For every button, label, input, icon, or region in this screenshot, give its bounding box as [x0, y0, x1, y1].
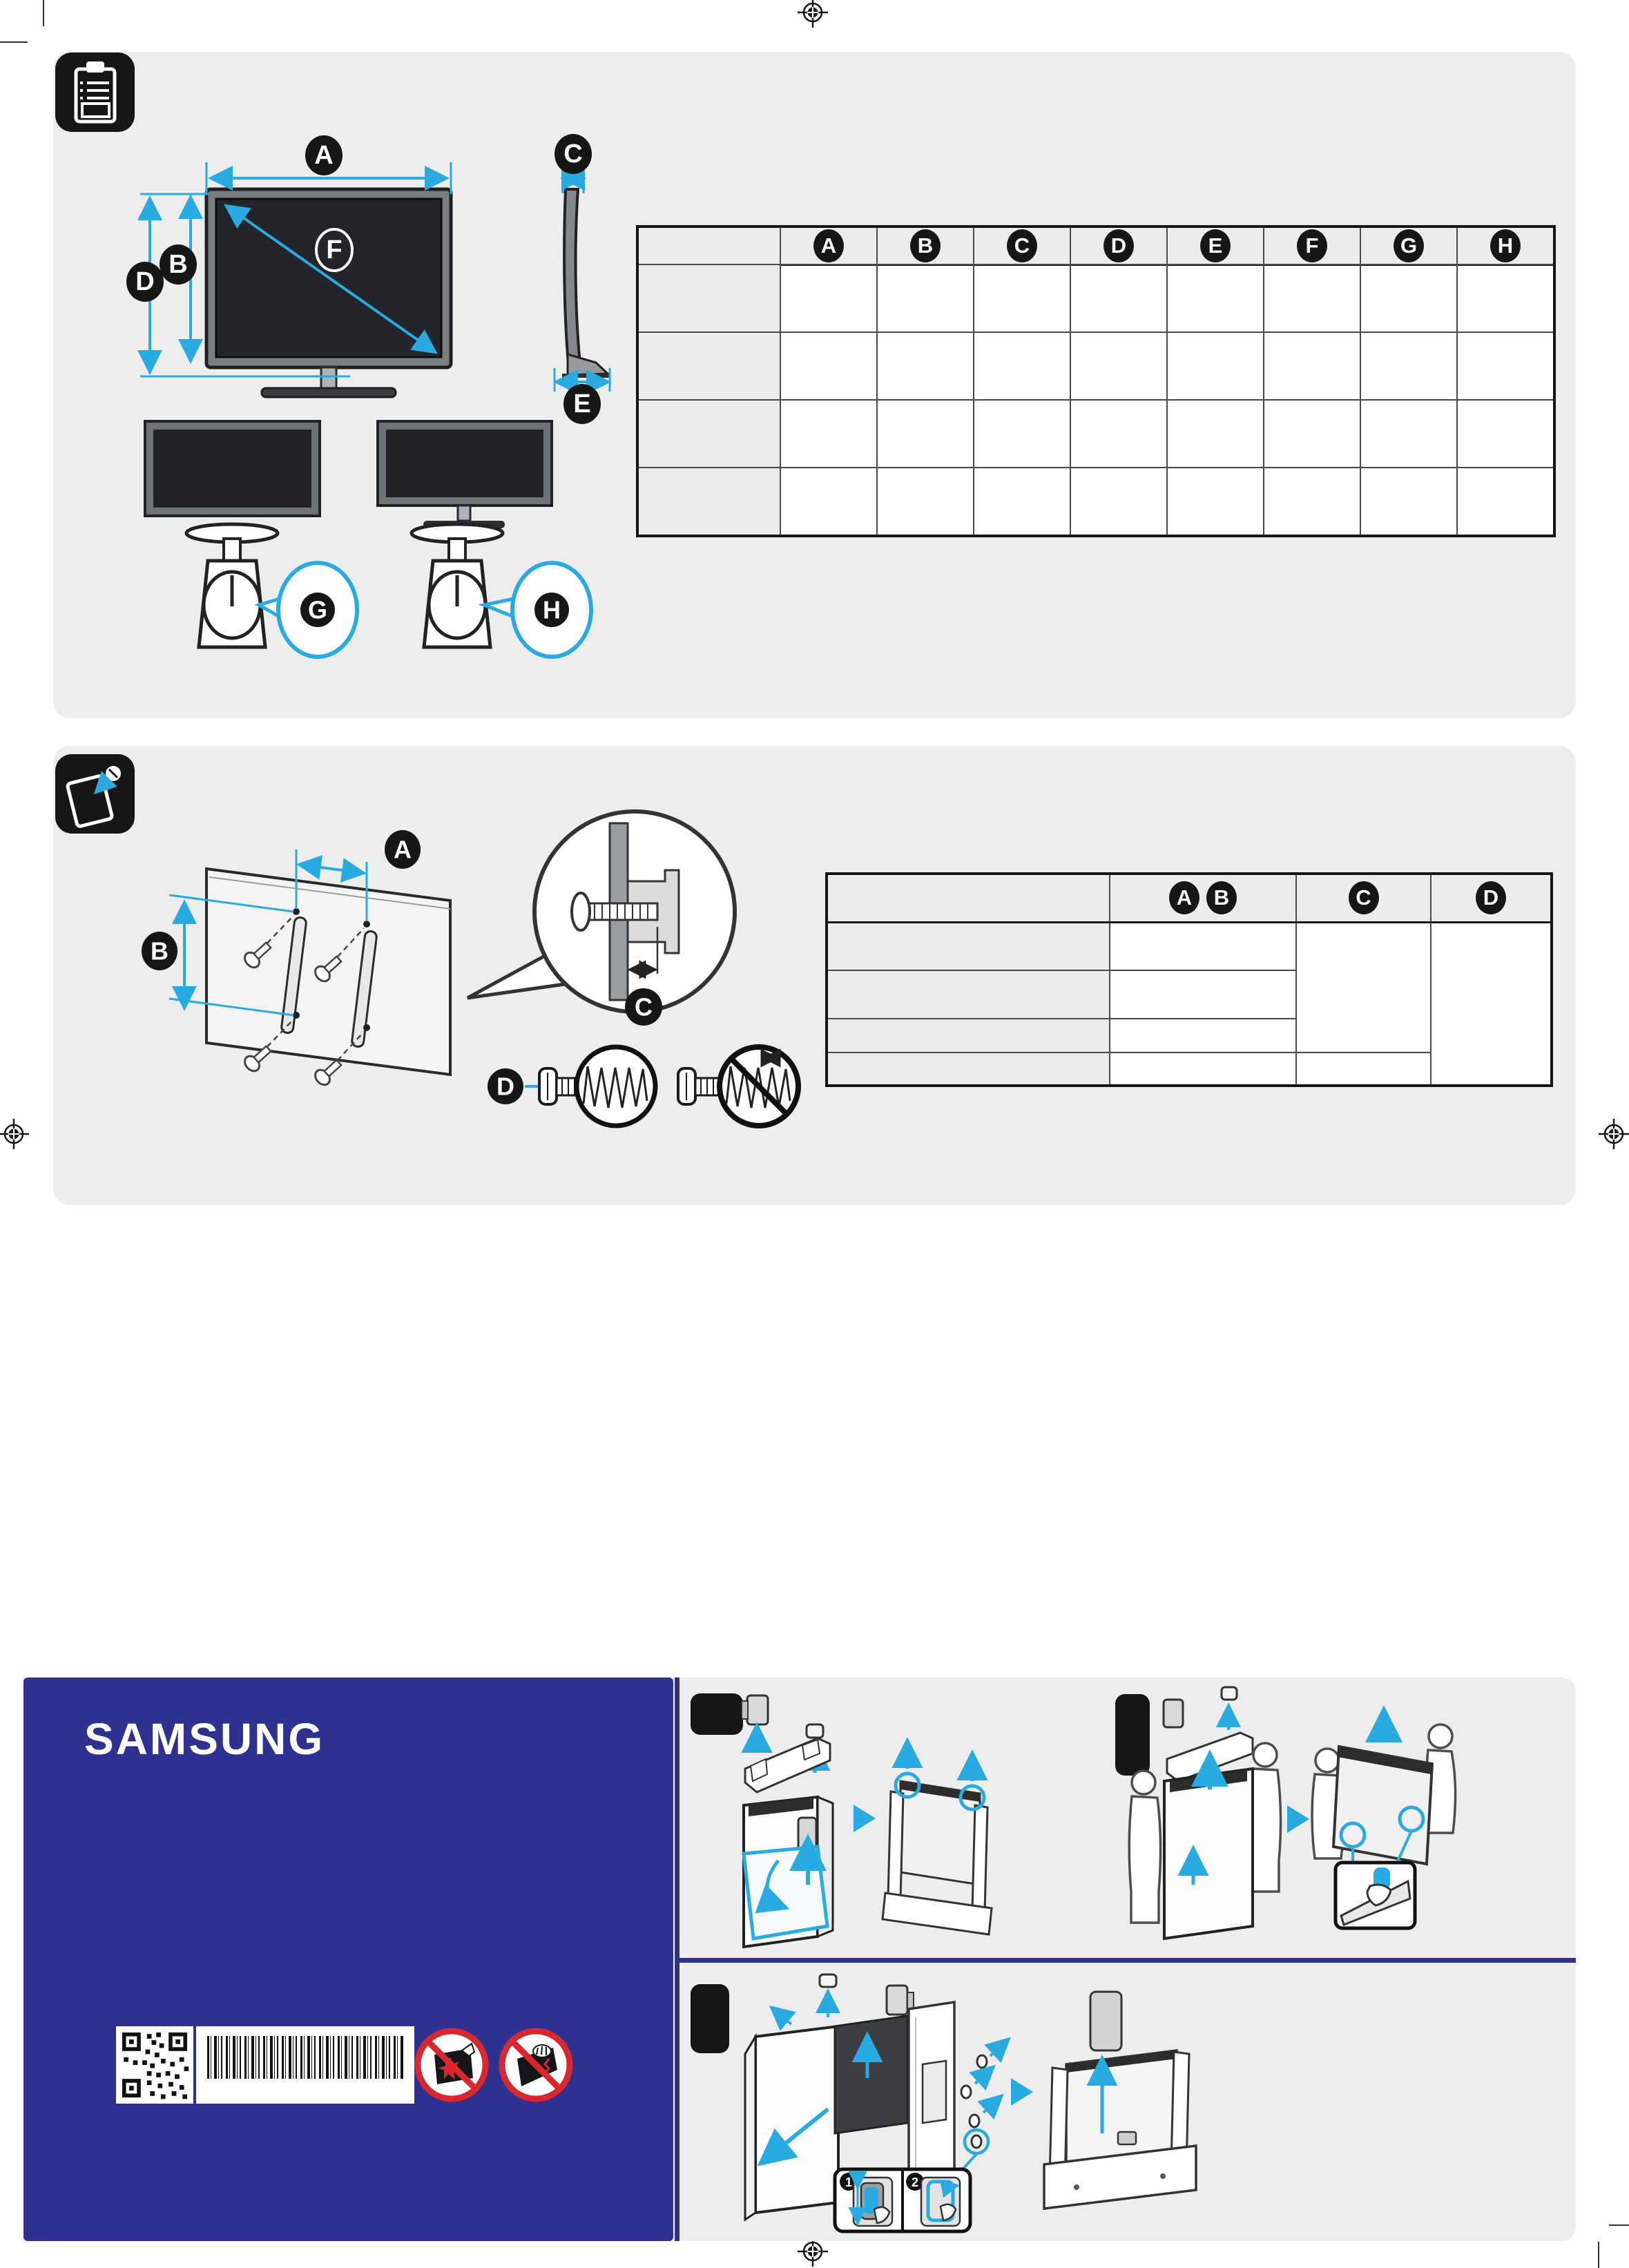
tv-standing-result — [1044, 1992, 1196, 2209]
trim-mark — [1609, 2224, 1629, 2226]
value-cell-merged — [1296, 922, 1431, 1053]
registration-mark — [0, 1119, 29, 1149]
column-header-ab — [1110, 874, 1296, 922]
label-f: F — [326, 236, 343, 265]
box-sleeve — [745, 2026, 838, 2220]
table-corner-cell — [827, 874, 1110, 922]
trim-mark — [43, 0, 44, 26]
registration-mark — [798, 0, 828, 28]
column-header-h — [1456, 228, 1553, 264]
value-cell — [1263, 331, 1360, 399]
samsung-logo: SAMSUNG — [84, 1714, 325, 1764]
people-carrying-tv — [1312, 1713, 1456, 1864]
value-cell — [1070, 467, 1166, 535]
wallmount-table — [825, 872, 1553, 1087]
next-arrow — [1287, 1805, 1309, 1833]
value-cell — [780, 331, 876, 399]
table-row — [639, 264, 1553, 331]
column-badge: B — [1206, 881, 1237, 914]
registration-mark — [1599, 1119, 1629, 1149]
correct-screw — [539, 1047, 655, 1126]
column-header-a — [780, 228, 876, 264]
label-a: A — [394, 835, 412, 864]
value-cell — [1456, 264, 1553, 331]
label-b: B — [168, 250, 188, 279]
people-lifting-box — [1129, 1743, 1280, 1939]
table-row — [827, 922, 1552, 970]
latch-inset — [835, 2169, 970, 2231]
value-cell — [973, 331, 1070, 399]
dim-screen-height — [160, 198, 197, 360]
value-cell — [1360, 399, 1456, 467]
row-label-cell — [827, 1053, 1110, 1086]
column-header-g — [1360, 228, 1456, 264]
column-badge: C — [1007, 229, 1037, 262]
step3-illustration — [745, 1974, 1196, 2231]
value-cell — [1263, 467, 1360, 535]
column-badge: G — [1394, 229, 1424, 262]
value-cell — [973, 399, 1070, 467]
value-cell — [1070, 399, 1166, 467]
value-cell — [1110, 970, 1296, 1019]
no-impact-icon — [414, 2027, 490, 2103]
value-cell — [973, 467, 1070, 535]
column-badge: A — [813, 229, 844, 262]
grip-inset — [1336, 1863, 1415, 1928]
table-row — [639, 467, 1553, 535]
screws-out — [961, 2041, 1007, 2169]
column-badge: F — [1297, 229, 1327, 262]
column-header-b — [876, 228, 973, 264]
value-cell — [973, 264, 1070, 331]
column-badge: A — [1169, 881, 1199, 914]
table-row — [639, 331, 1553, 399]
label-c: C — [635, 992, 653, 1021]
column-badge: C — [1349, 881, 1379, 914]
trim-mark — [1598, 2242, 1599, 2268]
step1-illustration — [742, 1695, 992, 1947]
value-cell — [1296, 1053, 1431, 1086]
value-cell — [876, 331, 973, 399]
assembly-illustrations — [679, 1678, 1576, 2236]
trim-mark — [0, 41, 28, 43]
value-cell — [1360, 331, 1456, 399]
qr-code — [116, 2026, 193, 2104]
value-cell — [1070, 264, 1166, 331]
value-cell — [1263, 399, 1360, 467]
weight-without-stand — [145, 421, 357, 657]
label-d: D — [497, 1072, 514, 1101]
label-c: C — [563, 140, 583, 169]
next-arrow — [1011, 2078, 1033, 2106]
next-arrow — [854, 1805, 876, 1832]
open-box — [744, 1797, 833, 1947]
value-cell — [1166, 331, 1263, 399]
value-cell — [1166, 399, 1263, 467]
dim-depth — [555, 134, 592, 193]
value-cell — [876, 399, 973, 467]
table-corner-cell — [639, 228, 780, 264]
label-b: B — [151, 936, 168, 965]
screw-depth-callout — [468, 811, 735, 1026]
column-header-c — [1296, 874, 1431, 922]
brand-panel — [23, 1678, 673, 2241]
value-cell — [1166, 264, 1263, 331]
barcode — [196, 2026, 414, 2104]
value-cell — [1456, 399, 1553, 467]
assembly-instructions — [675, 1678, 1576, 2241]
step2-illustration — [1129, 1687, 1455, 1939]
value-cell — [1263, 264, 1360, 331]
label-a: A — [314, 141, 334, 170]
column-header-c — [973, 228, 1070, 264]
value-cell — [1456, 331, 1553, 399]
box-flap — [744, 1847, 827, 1939]
back-cover-part — [1090, 1992, 1121, 2050]
weight-with-stand — [378, 421, 591, 657]
row-label-cell — [639, 331, 780, 399]
label-h: H — [543, 595, 561, 624]
label-e: E — [573, 390, 591, 419]
column-badge: D — [1476, 881, 1506, 914]
value-cell — [780, 264, 876, 331]
no-grip-panel-icon — [498, 2027, 574, 2103]
clipboard-icon — [55, 52, 135, 132]
row-label-cell — [827, 922, 1110, 970]
dim-width — [206, 135, 451, 194]
value-cell — [1110, 1019, 1296, 1053]
row-label-cell — [639, 467, 780, 535]
value-cell — [780, 467, 876, 535]
value-cell — [1360, 467, 1456, 535]
column-badge: E — [1200, 229, 1231, 262]
tv-front-view — [206, 189, 451, 397]
value-cell — [1360, 264, 1456, 331]
column-header-d — [1431, 874, 1552, 922]
row-label-cell — [639, 399, 780, 467]
value-cell — [780, 399, 876, 467]
table-row — [639, 399, 1553, 467]
label-g: G — [307, 595, 328, 624]
value-cell-merged — [1431, 922, 1552, 1086]
tv-rising — [835, 2002, 954, 2183]
row-label-cell — [827, 1019, 1110, 1053]
wrong-screw — [678, 1047, 798, 1126]
wallmount-icon-box — [55, 754, 135, 834]
column-header-d — [1070, 228, 1166, 264]
value-cell — [1110, 1053, 1296, 1086]
row-label-cell — [827, 970, 1110, 1019]
column-header-f — [1263, 228, 1360, 264]
column-header-e — [1166, 228, 1263, 264]
value-cell — [1166, 467, 1263, 535]
spec-sheet-icon-box — [55, 52, 135, 132]
value-cell — [876, 467, 973, 535]
tv-in-bottom-foam — [883, 1744, 992, 1934]
row-label-cell — [639, 264, 780, 331]
screw-comparison — [488, 1047, 798, 1126]
label-d: D — [135, 267, 155, 296]
inset-step-1: 1 — [845, 2175, 853, 2189]
wall-mount-icon — [55, 754, 135, 834]
column-badge: D — [1103, 229, 1134, 262]
tv-side-view — [562, 189, 610, 378]
dimensions-table — [636, 225, 1556, 537]
column-badge: H — [1490, 229, 1521, 262]
barcode-bars — [207, 2036, 403, 2079]
column-badge: B — [910, 229, 941, 262]
value-cell — [876, 264, 973, 331]
value-cell — [1070, 331, 1166, 399]
value-cell — [1110, 922, 1296, 970]
value-cell — [1456, 467, 1553, 535]
inset-step-2: 2 — [911, 2175, 919, 2189]
